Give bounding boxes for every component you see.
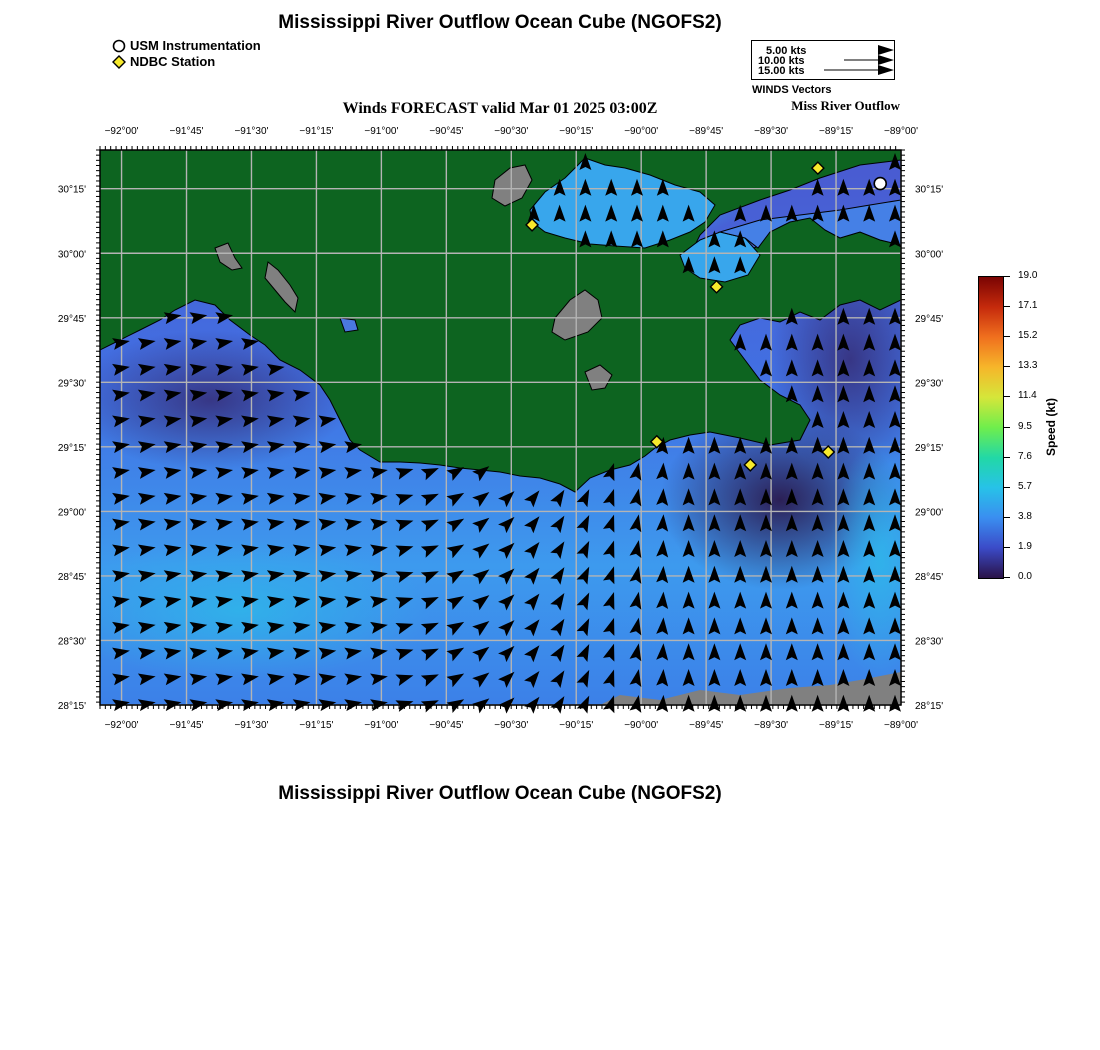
lat-tick-label-right: 28°45'	[915, 571, 944, 583]
lon-tick-label-bottom: −90°30'	[494, 720, 529, 731]
colorbar-tick	[1004, 396, 1010, 397]
vector-key-15: 15.00 kts	[758, 65, 805, 77]
colorbar-tick	[1004, 306, 1010, 307]
colorbar-label: Speed (kt)	[1044, 397, 1058, 457]
colorbar-tick-label: 11.4	[1018, 390, 1037, 402]
lat-tick-label-left: 28°45'	[57, 571, 86, 583]
lon-tick-label-bottom: −89°30'	[754, 720, 789, 731]
colorbar-tick	[1004, 457, 1010, 458]
lat-tick-label-left: 29°15'	[57, 442, 86, 454]
lat-tick-label-right: 29°45'	[915, 313, 944, 325]
colorbar-tick-label: 5.7	[1018, 480, 1032, 492]
colorbar-tick-label: 19.0	[1018, 270, 1038, 281]
lon-tick-label-top: −90°45'	[429, 126, 464, 137]
colorbar-tick	[1004, 427, 1010, 428]
colorbar-tick-label: 7.6	[1018, 450, 1032, 462]
lon-tick-label-bottom: −89°45'	[689, 720, 724, 731]
lat-tick-label-left: 28°30'	[57, 636, 86, 648]
lon-tick-label-bottom: −89°15'	[819, 720, 854, 731]
lat-tick-label-right: 29°15'	[915, 442, 944, 454]
lat-tick-label-left: 29°00'	[57, 507, 86, 519]
lon-tick-label-top: −91°30'	[234, 126, 269, 137]
vector-key-caption: WINDS Vectors	[752, 84, 832, 96]
lon-tick-label-top: −90°30'	[494, 126, 529, 137]
lon-tick-label-top: −89°15'	[819, 126, 854, 137]
lat-tick-label-left: 29°30'	[57, 378, 86, 390]
colorbar	[978, 276, 1004, 579]
colorbar-tick-label: 0.0	[1018, 571, 1032, 582]
colorbar-tick-label: 17.1	[1018, 300, 1038, 312]
lon-tick-label-bottom: −90°00'	[624, 720, 659, 731]
lon-tick-label-top: −91°00'	[364, 126, 399, 137]
usm-station-marker	[874, 178, 886, 190]
lat-tick-label-right: 28°15'	[915, 701, 944, 712]
lat-tick-label-left: 30°00'	[57, 249, 86, 261]
lon-tick-label-bottom: −92°00'	[104, 720, 139, 731]
lat-tick-label-right: 29°00'	[915, 507, 944, 519]
colorbar-tick-label: 15.2	[1018, 330, 1038, 342]
vector-key-5: 5.00 kts	[766, 45, 807, 57]
vector-key-10: 10.00 kts	[758, 55, 805, 67]
lat-tick-label-right: 30°00'	[915, 249, 944, 261]
lat-tick-label-left: 30°15'	[57, 184, 86, 196]
colorbar-gradient	[979, 277, 1003, 578]
lat-tick-label-left: 28°15'	[57, 701, 86, 712]
region-label: Miss River Outflow	[791, 98, 900, 113]
lon-tick-label-bottom: −91°30'	[234, 720, 269, 731]
legend-label-ndbc: NDBC Station	[130, 54, 216, 69]
lat-tick-label-right: 28°30'	[915, 636, 944, 648]
colorbar-tick	[1004, 577, 1010, 578]
colorbar-tick	[1004, 366, 1010, 367]
colorbar-tick-label: 9.5	[1018, 420, 1032, 432]
colorbar-tick	[1004, 487, 1010, 488]
colorbar-tick	[1004, 547, 1010, 548]
lon-tick-label-top: −90°00'	[624, 126, 659, 137]
colorbar-tick	[1004, 336, 1010, 337]
lon-tick-label-bottom: −91°45'	[169, 720, 204, 731]
map-title: Winds FORECAST valid Mar 01 2025 03:00Z	[342, 100, 658, 117]
page-title: Mississippi River Outflow Ocean Cube (NGOFS2)	[278, 12, 722, 33]
colorbar-tick-label: 1.9	[1018, 540, 1032, 552]
colorbar-tick-label: 3.8	[1018, 510, 1032, 522]
colorbar-tick-label: 13.3	[1018, 360, 1038, 372]
lat-tick-label-right: 30°15'	[915, 184, 944, 196]
lon-tick-label-bottom: −91°15'	[299, 720, 334, 731]
lon-tick-label-top: −91°15'	[299, 126, 334, 137]
lat-tick-label-left: 29°45'	[57, 313, 86, 325]
lon-tick-label-top: −89°00'	[884, 126, 918, 137]
lon-tick-label-top: −92°00'	[104, 126, 139, 137]
lon-tick-label-top: −89°30'	[754, 126, 789, 137]
lon-tick-label-top: −91°45'	[169, 126, 204, 137]
lon-tick-label-top: −89°45'	[689, 126, 724, 137]
lon-tick-label-bottom: −90°15'	[559, 720, 594, 731]
legend-label-usm: USM Instrumentation	[130, 38, 261, 53]
lon-tick-label-bottom: −90°45'	[429, 720, 464, 731]
colorbar-tick	[1004, 276, 1010, 277]
lon-tick-label-bottom: −91°00'	[364, 720, 399, 731]
second-panel-title: Mississippi River Outflow Ocean Cube (NGOFS2)	[278, 783, 722, 804]
lon-tick-label-bottom: −89°00'	[884, 720, 918, 731]
lon-tick-label-top: −90°15'	[559, 126, 594, 137]
colorbar-tick	[1004, 517, 1010, 518]
lat-tick-label-right: 29°30'	[915, 378, 944, 390]
